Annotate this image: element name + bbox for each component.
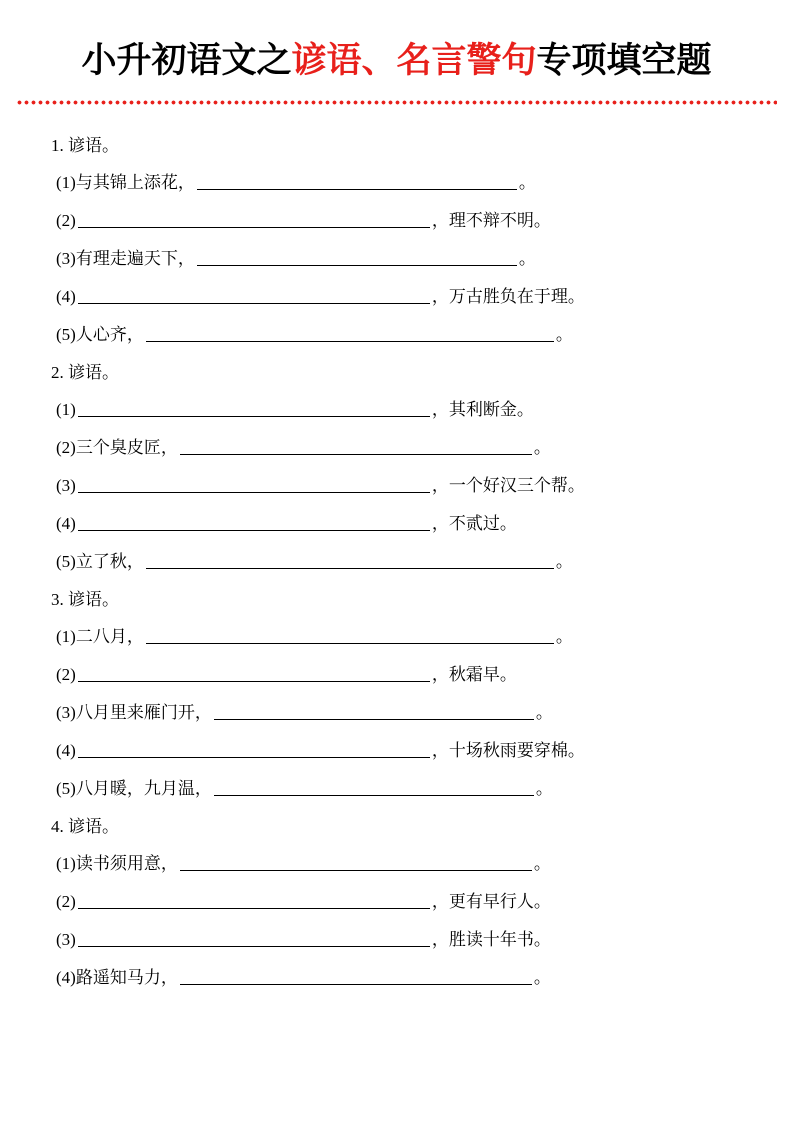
question-suffix-text: 。 [555,552,573,571]
answer-blank[interactable] [214,775,534,796]
question-item [46,278,747,316]
page-title [30,36,763,86]
question-item [46,921,747,959]
answer-blank[interactable] [146,548,554,569]
question-suffix-text: ，一个好汉三个帮。 [431,476,585,495]
answer-blank[interactable] [180,434,532,455]
question-prefix-text: 读书须用意， [75,854,178,873]
question-number: (5) [56,325,76,344]
question-suffix-text: ，万古胜负在于理。 [431,287,585,306]
question-number: (4) [56,741,76,760]
question-item [46,202,747,240]
question-suffix-text: ，更有早行人。 [431,892,551,911]
answer-blank[interactable] [78,396,430,417]
question-suffix-text: 。 [518,249,536,268]
question-group [46,808,747,997]
page-title-part1: 小升初语文之 [81,41,292,80]
question-suffix-text: 。 [555,325,573,344]
question-group-heading: 3. 谚语。 [51,590,119,609]
answer-blank[interactable] [214,699,534,720]
question-item [46,240,747,278]
question-suffix-text: 。 [533,854,551,873]
answer-blank[interactable] [197,245,517,266]
title-block [0,0,793,86]
question-group-heading: 2. 谚语。 [51,363,119,382]
question-number: (2) [56,892,76,911]
question-prefix-text: 八月里来雁门开， [75,703,212,722]
question-prefix-text: 三个臭皮匠， [75,438,178,457]
question-number: (4) [56,287,76,306]
question-prefix-text: 有理走遍天下， [75,249,195,268]
question-suffix-text: 。 [518,173,536,192]
question-item [46,694,747,732]
question-number: (3) [56,249,76,268]
question-suffix-text: ，不贰过。 [431,514,517,533]
answer-blank[interactable] [146,321,554,342]
answer-blank[interactable] [78,207,430,228]
question-number: (2) [56,211,76,230]
question-item [46,391,747,429]
answer-blank[interactable] [78,888,430,909]
question-number: (1) [56,173,76,192]
question-prefix-text: 路遥知马力， [75,968,178,987]
question-item [46,845,747,883]
question-number: (1) [56,854,76,873]
question-suffix-text: 。 [555,627,573,646]
question-suffix-text: ，十场秋雨要穿棉。 [431,741,585,760]
question-number: (3) [56,476,76,495]
answer-blank[interactable] [180,964,532,985]
question-prefix-text: 二八月， [75,627,144,646]
question-group [46,127,747,354]
question-number: (1) [56,400,76,419]
question-item [46,316,747,354]
answer-blank[interactable] [78,926,430,947]
question-number: (2) [56,438,76,457]
question-number: (2) [56,665,76,684]
answer-blank[interactable] [78,737,430,758]
question-item [46,467,747,505]
question-item [46,959,747,997]
question-prefix-text: 八月暖，九月温， [75,779,212,798]
question-number: (1) [56,627,76,646]
answer-blank[interactable] [78,510,430,531]
answer-blank[interactable] [78,661,430,682]
page-title-part3: 专项填空题 [536,41,712,80]
question-number: (3) [56,703,76,722]
question-number: (5) [56,779,76,798]
question-suffix-text: 。 [533,438,551,457]
question-item [46,732,747,770]
answer-blank[interactable] [78,472,430,493]
answer-blank[interactable] [197,169,517,190]
question-item [46,164,747,202]
question-number: (3) [56,930,76,949]
question-prefix-text: 人心齐， [75,325,144,344]
question-item [46,618,747,656]
question-group-heading: 1. 谚语。 [51,136,119,155]
page-title-highlight: 谚语、名言警句 [291,41,537,80]
answer-blank[interactable] [180,850,532,871]
question-prefix-text: 与其锦上添花， [75,173,195,192]
question-item [46,429,747,467]
question-suffix-text: ，秋霜早。 [431,665,517,684]
question-item [46,883,747,921]
question-suffix-text: ，理不辩不明。 [431,211,551,230]
question-suffix-text: ，胜读十年书。 [431,930,551,949]
question-suffix-text: 。 [535,779,553,798]
question-suffix-text: 。 [535,703,553,722]
question-suffix-text: ，其利断金。 [431,400,534,419]
answer-blank[interactable] [146,623,554,644]
question-number: (4) [56,968,76,987]
question-group [46,581,747,808]
question-number: (4) [56,514,76,533]
question-number: (5) [56,552,76,571]
question-group [46,354,747,581]
question-item [46,656,747,694]
question-item [46,770,747,808]
question-group-heading: 4. 谚语。 [51,817,119,836]
answer-blank[interactable] [78,283,430,304]
question-prefix-text: 立了秋， [75,552,144,571]
question-item [46,543,747,581]
questions-container [0,105,793,997]
question-item [46,505,747,543]
question-suffix-text: 。 [533,968,551,987]
